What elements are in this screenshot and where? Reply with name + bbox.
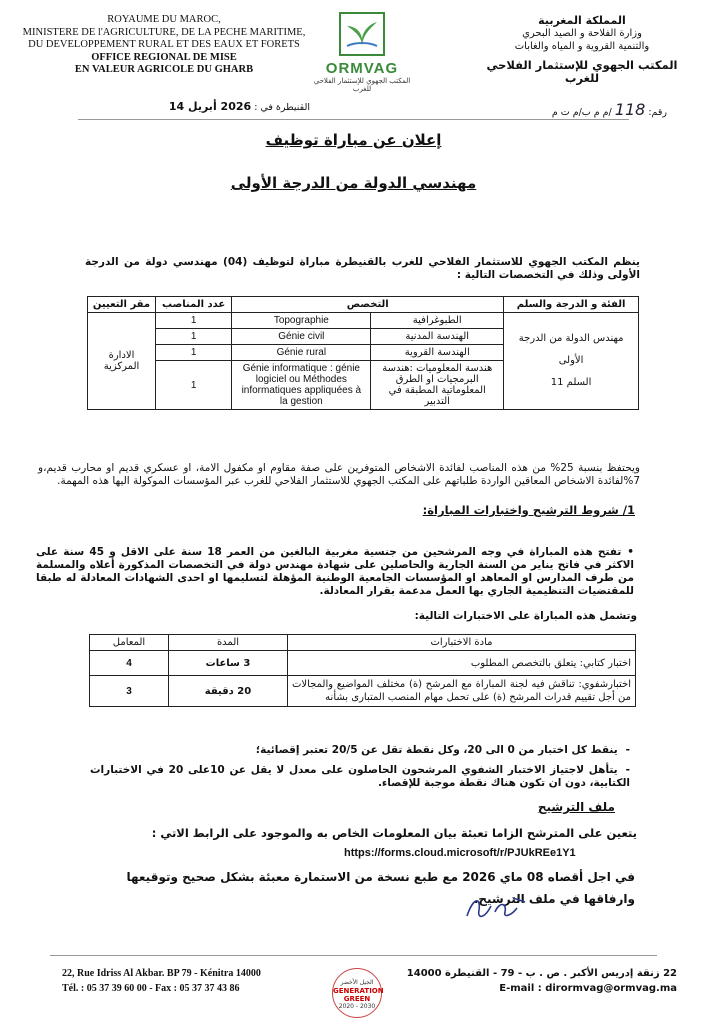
- application-form-link[interactable]: https://forms.cloud.microsoft/r/PJUkREe1Y1: [344, 847, 576, 859]
- header-right-title: المملكة المغربية: [538, 14, 626, 27]
- signature-mark: [455, 888, 535, 928]
- logo-name: ORMVAG: [325, 60, 399, 77]
- quota-paragraph: ويحتفظ بنسبة 25% من هذه المناصب لفائدة الاشخاص المتوفرين على صفة مقاوم او مكفول الامة، او عسكري قديم او محارب قديم،و 7%لفائدة الاشخاص المعاقين الواردة طلباتهم على المكتب الجهوي للاستثمار الفلاحي للغرب عبر المؤسسات الموكولة اليها هذه المهمة.: [38, 462, 640, 487]
- header-count: عدد المناصب: [156, 297, 232, 313]
- footer-address-fr: 22, Rue Idriss Al Akbar. BP 79 - Kénitra 14000: [62, 968, 261, 979]
- footer-divider: [50, 955, 657, 956]
- footer-phone: Tél. : 05 37 39 60 00 - Fax : 05 37 37 43 86: [62, 983, 240, 994]
- header-divider: [78, 119, 629, 120]
- table-row: [90, 676, 636, 707]
- header-grade: الفئة و الدرجة والسلم: [504, 297, 639, 313]
- file-text: يتعين على المترشح الزاما تعبئة بيان المعلومات الخاص به والموجود على الرابط الاتي :: [151, 826, 637, 840]
- footer-address-ar: 22 زنقة إدريس الأكبر . ص . ب - 79 - القنيطرة 14000: [406, 968, 677, 979]
- post-count: 1: [156, 313, 232, 329]
- table-row: [90, 651, 636, 676]
- number-prefix: رقم:: [648, 107, 667, 118]
- date-prefix: القنيطرة في :: [254, 102, 310, 113]
- spec-ar: هندسة المعلوميات :هندسة البرمجيات او الطرق المعلوماتية المطبقة في التدبير: [371, 361, 504, 410]
- date-line: [90, 100, 310, 113]
- exam-subject: اختبار كتابي: يتعلق بالتخصص المطلوب: [288, 651, 636, 676]
- exams-table-header: [90, 635, 636, 651]
- badge-ar: الجيل الأخضر: [340, 979, 374, 986]
- grade-text: مهندس الدولة من الدرجة الأولى: [518, 333, 624, 366]
- badge-years: 2020 - 2030: [338, 1003, 376, 1010]
- date-value: 2026 أبريل 14: [168, 100, 252, 113]
- scale-text: السلم 11: [550, 377, 592, 388]
- spec-ar: الهندسة المدنية: [371, 329, 504, 345]
- exam-duration: 20 دقيقة: [169, 676, 288, 707]
- number-suffix: /م م ب/م ت م: [551, 107, 612, 118]
- page-subtitle: مهندسي الدولة من الدرجة الأولى: [230, 174, 477, 192]
- page-title: إعلان عن مباراة توظيف: [265, 131, 442, 149]
- reference-number: [467, 100, 667, 119]
- note-item: - ينقط كل اختبار من 0 الى 20، وكل نقطة تقل عن 20/5 تعتبر إقصائية؛: [90, 744, 630, 757]
- intro-paragraph: ينظم المكتب الجهوي للاستثمار الفلاحي للغرب بالقنيطرة مباراة لتوظيف (04) مهندسي دولة من الدرجة الأولى وذلك في التخصصات التالية :: [85, 256, 640, 281]
- spec-fr: Génie informatique : génie logiciel ou Méthodes informatiques appliquées à la gestion: [232, 361, 371, 410]
- footer-right: [407, 966, 677, 996]
- note-item: - يتأهل لاجتياز الاختبار الشفوي المرشحون الحاصلون على معدل لا يقل عن 10على 20 في الاختبارات الكتابية، دون ان تكون هناك نقطة موجبة للإقصاء.: [90, 764, 630, 790]
- header-left-line: MINISTERE DE l'AGRICULTURE, DE LA PECHE MARITIME,: [22, 26, 306, 38]
- logo-leaf-icon: [339, 12, 385, 56]
- grade-cell: [504, 313, 639, 410]
- badge-en: GENERATION GREEN: [333, 987, 384, 1003]
- header-subject: مادة الاختبارات: [288, 635, 636, 651]
- footer-left: [62, 966, 261, 996]
- header-spec: التخصص: [232, 297, 504, 313]
- ormvag-logo: [312, 12, 412, 93]
- file-title: ملف الترشيح: [537, 800, 615, 814]
- post-count: 1: [156, 329, 232, 345]
- post-count: 1: [156, 361, 232, 410]
- footer-email: E-mail : dirormvag@ormvag.ma: [499, 983, 677, 994]
- header-right-line: والتنمية القروية و المياه والغابات: [514, 41, 650, 52]
- exams-table: [89, 634, 636, 707]
- header-left-block: [14, 14, 314, 77]
- conditions-paragraph: • تفتح هذه المباراة في وجه المرشحين من جنسية مغربية البالغين من العمر 18 سنة على الاقل و 45 سنة على الاكثر في فاتح يناير من السنة الجارية والحاصلين على شهادة مهندس دولة في التخصصات المذكورة أعلاه والمسلمة من طرف المدارس او المعاهد او المؤسسات الجامعية الوطنية المؤهلة لتسليمها او احدى الشهادات المعادلة له طبقا للمقتضيات التنظيمية الجاري بها العمل مدعمة بقرار المعادلة.: [36, 546, 634, 598]
- section-conditions-title: 1/ شروط الترشيح واختبارات المباراة:: [422, 503, 635, 517]
- deadline-paragraph: في اجل أقصاه 08 ماي 2026 مع طبع نسخة من الاستمارة معبئة بشكل صحيح وتوقيعها وارفاقها في ملف الترشيح.: [126, 870, 635, 906]
- table-row: [88, 313, 639, 329]
- exams-intro: وتشمل هذه المباراة على الاختبارات التالية:: [414, 610, 637, 622]
- exam-duration: 3 ساعات: [169, 651, 288, 676]
- header-left-office: OFFICE REGIONAL DE MISE: [91, 51, 237, 63]
- header-right-line: وزارة الفلاحة و الصيد البحري: [522, 28, 642, 39]
- spec-fr: Génie civil: [232, 329, 371, 345]
- spec-fr: Topographie: [232, 313, 371, 329]
- logo-subtitle: المكتب الجهوي للإستثمار الفلاحي للغرب: [313, 77, 411, 93]
- number-value: 118: [614, 100, 646, 119]
- spec-ar: الهندسة القروية: [371, 345, 504, 361]
- header-place: مقر التعيين: [88, 297, 156, 313]
- header-left-office: EN VALEUR AGRICOLE DU GHARB: [74, 64, 254, 75]
- header-duration: المدة: [169, 635, 288, 651]
- posts-table: [87, 296, 639, 410]
- header-coef: المعامل: [90, 635, 169, 651]
- spec-fr: Génie rural: [232, 345, 371, 361]
- generation-green-badge: [332, 968, 382, 1018]
- exam-subject: اختبارشفوي: تناقش فيه لجنة المباراة مع المرشح (ة) مختلف المواضيع والمجالات من أجل تقييم قدرات المرشح (ة) على تحمل مهام المنصب المتبارى بشأنه: [288, 676, 636, 707]
- header-left-line: ROYAUME DU MAROC,: [107, 14, 221, 25]
- exam-coef: 3: [90, 676, 169, 707]
- spec-ar: الطبوغرافية: [371, 313, 504, 329]
- header-right-office: المكتب الجهوي للإستثمار الفلاحي للغرب: [486, 58, 678, 85]
- header-left-line: DU DEVELOPPEMENT RURAL ET DES EAUX ET FORETS: [28, 39, 300, 50]
- place-cell: الادارة المركزية: [88, 313, 156, 410]
- header-right-block: [477, 14, 687, 85]
- posts-table-header: [88, 297, 639, 313]
- exam-coef: 4: [90, 651, 169, 676]
- post-count: 1: [156, 345, 232, 361]
